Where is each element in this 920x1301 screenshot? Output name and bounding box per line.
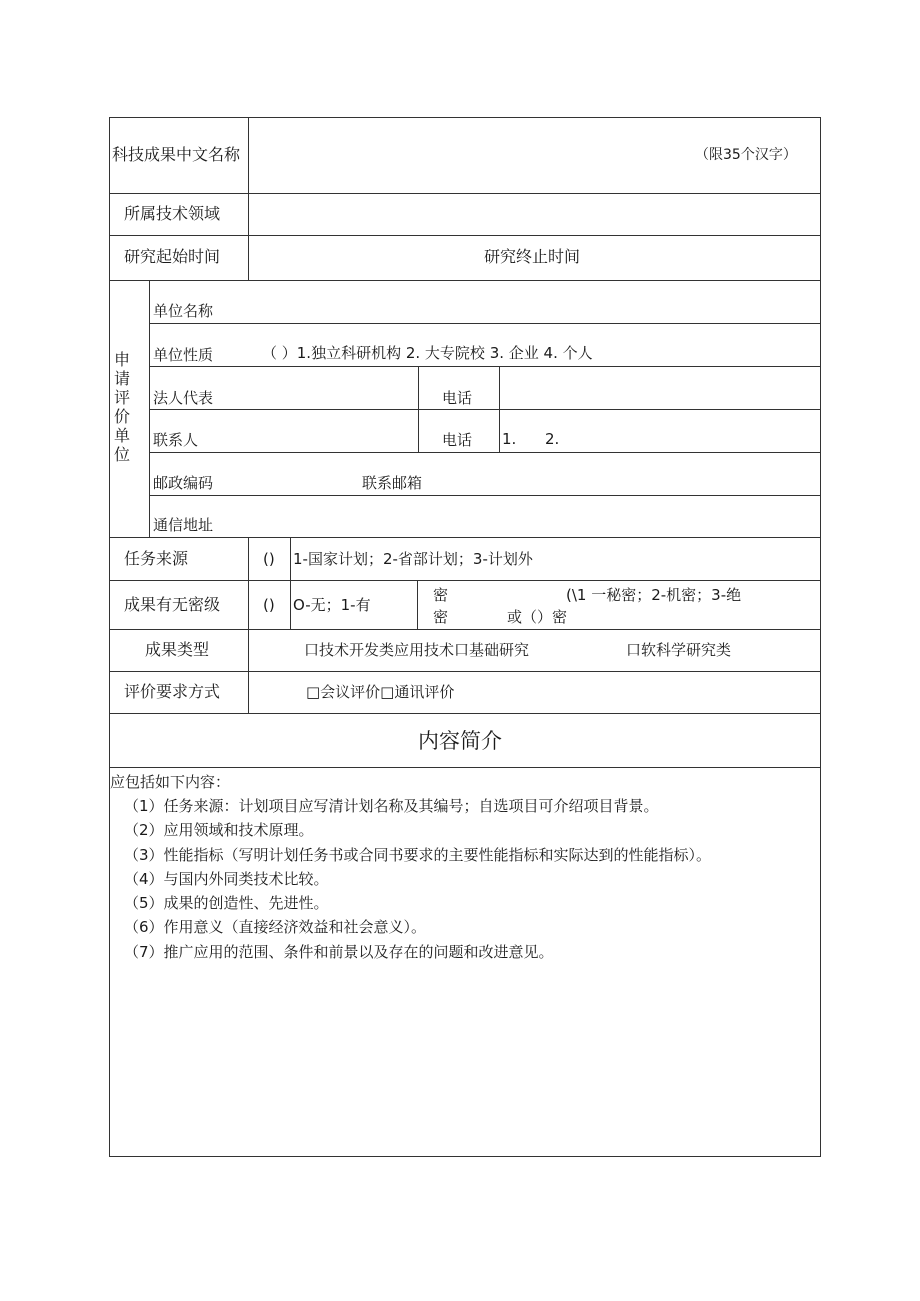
tech-field-label: 所属技术领域: [124, 204, 221, 223]
row-divider: [149, 366, 821, 367]
end-time-label: 研究终止时间: [484, 247, 581, 266]
label-column-divider: [248, 117, 249, 280]
legal-rep-label: 法人代表: [153, 389, 214, 407]
result-type-options: 口软科学研究类: [626, 641, 732, 659]
paren-column-divider: [290, 537, 291, 629]
task-source-options: 1-国家计划；2-省部计划；3-计划外: [293, 550, 533, 568]
chinese-name-limit: （限35个汉字）: [695, 147, 797, 163]
phone-label: 电话: [442, 389, 473, 407]
table-border-top: [109, 117, 821, 118]
row-divider: [109, 280, 821, 281]
summary-heading: 内容简介: [418, 729, 502, 753]
applicant-section-label: 申请评价单位: [113, 350, 130, 464]
summary-item: （2）应用领域和技术原理。: [124, 821, 314, 839]
secret-level-text: 密: [433, 586, 449, 604]
row-divider: [109, 537, 821, 538]
summary-item: （1）任务来源：计划项目应写清计划名称及其编号；自选项目可介绍项目背景。: [124, 797, 659, 815]
secret-label: 成果有无密级: [124, 595, 221, 614]
phone-number-1: 1.: [502, 430, 517, 448]
phone-number-2: 2.: [545, 430, 560, 448]
result-type-options: 口技术开发类应用技术口基础研究: [304, 641, 530, 659]
start-time-label: 研究起始时间: [124, 247, 221, 266]
email-label: 联系邮箱: [362, 474, 423, 492]
address-label: 通信地址: [153, 516, 214, 534]
row-divider: [109, 767, 821, 768]
secret-level-text: 密: [433, 608, 449, 626]
task-source-paren: (): [263, 550, 275, 568]
row-divider: [109, 671, 821, 672]
summary-item: （4）与国内外同类技术比较。: [124, 870, 329, 888]
secret-level-options: 或（）密: [507, 608, 568, 626]
row-divider: [149, 452, 821, 453]
table-border-left: [109, 117, 110, 1157]
applicant-section-divider: [149, 280, 150, 537]
secret-level-divider: [417, 580, 418, 629]
row-divider: [149, 323, 821, 324]
table-border-right: [820, 117, 821, 1157]
result-type-label: 成果类型: [145, 640, 210, 659]
secret-level-options: (\1 一秘密；2-机密；3-绝: [566, 586, 742, 604]
phone-value-divider: [499, 366, 500, 452]
phone-column-divider: [418, 366, 419, 452]
eval-method-options: □会议评价□通讯评价: [306, 683, 455, 701]
row-divider: [109, 629, 821, 630]
summary-item: （3）性能指标（写明计划任务书或合同书要求的主要性能指标和实际达到的性能指标）。: [124, 846, 712, 864]
row-divider: [149, 409, 821, 410]
row-divider: [109, 713, 821, 714]
row-divider: [109, 580, 821, 581]
chinese-name-label: 科技成果中文名称: [112, 145, 241, 164]
table-border-bottom: [109, 1156, 821, 1157]
row-divider: [109, 193, 821, 194]
summary-item: （7）推广应用的范围、条件和前景以及存在的问题和改进意见。: [124, 943, 554, 961]
eval-method-label: 评价要求方式: [124, 682, 221, 701]
contact-label: 联系人: [153, 431, 199, 449]
summary-item: （5）成果的创造性、先进性。: [124, 894, 329, 912]
summary-item: （6）作用意义（直接经济效益和社会意义）。: [124, 918, 427, 936]
secret-options: O-无；1-有: [293, 596, 371, 614]
org-type-options: （ ）1.独立科研机构 2. 大专院校 3. 企业 4. 个人: [262, 344, 593, 362]
task-source-label: 任务来源: [124, 549, 189, 568]
row-divider: [109, 235, 821, 236]
secret-paren: (): [263, 596, 275, 614]
label-column-divider: [248, 537, 249, 713]
summary-intro: 应包括如下内容：: [110, 773, 231, 791]
phone-label: 电话: [442, 431, 473, 449]
postcode-label: 邮政编码: [153, 474, 214, 492]
org-type-label: 单位性质: [153, 346, 214, 364]
org-name-label: 单位名称: [153, 302, 214, 320]
row-divider: [149, 495, 821, 496]
